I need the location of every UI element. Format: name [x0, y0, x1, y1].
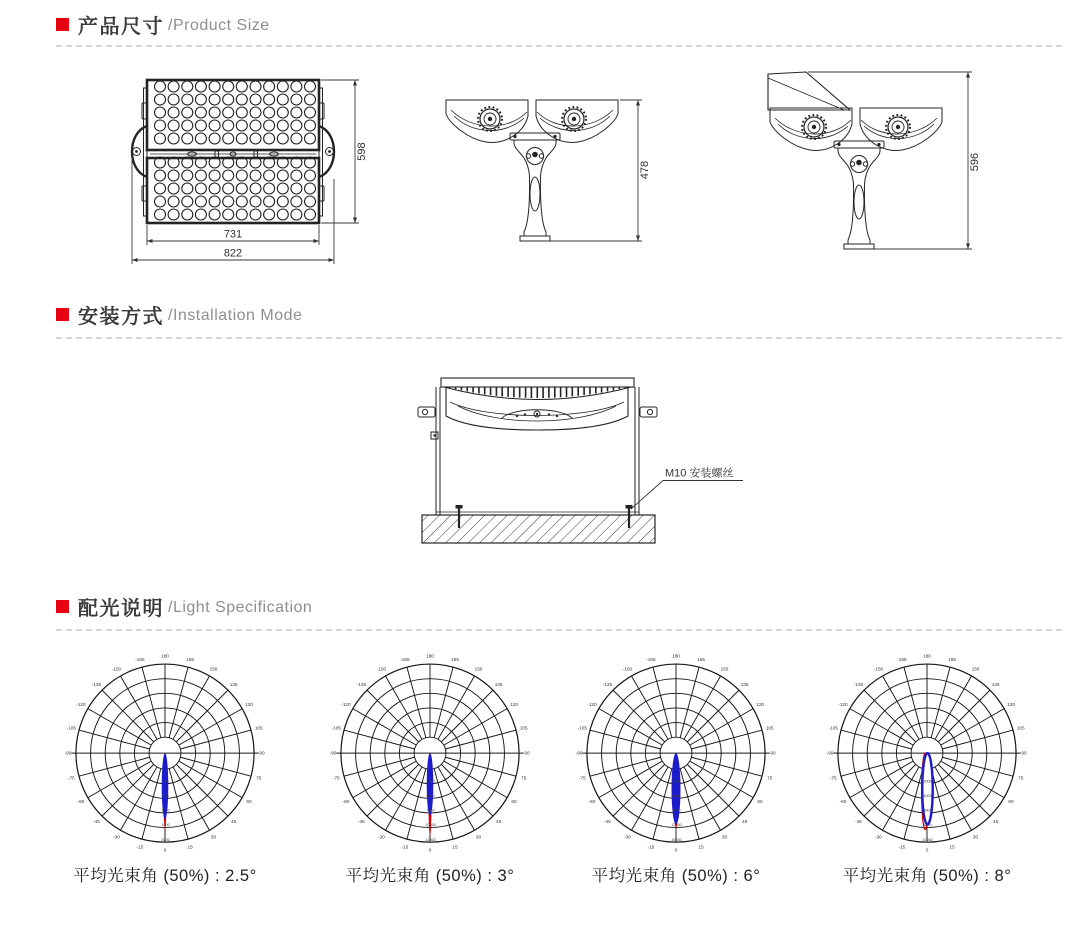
- svg-text:15: 15: [949, 844, 955, 850]
- red-square-bullet: [56, 18, 69, 31]
- svg-text:7500: 7500: [426, 808, 435, 813]
- svg-text:15: 15: [187, 844, 193, 850]
- svg-text:-135: -135: [91, 682, 102, 688]
- section-title-zh: 配光说明: [78, 598, 164, 620]
- svg-text:180: 180: [161, 653, 169, 659]
- svg-text:150: 150: [720, 666, 729, 672]
- installation-drawing: [402, 360, 762, 558]
- svg-text:-150: -150: [622, 666, 633, 672]
- screw-callout-label: M10 安装螺丝: [665, 467, 734, 480]
- svg-text:135: 135: [494, 682, 503, 688]
- svg-text:165: 165: [948, 656, 957, 662]
- led-grid-top: [155, 81, 316, 144]
- svg-text:12500: 12500: [425, 837, 436, 842]
- svg-text:-45: -45: [358, 819, 365, 825]
- svg-text:-60: -60: [342, 799, 350, 805]
- svg-text:30: 30: [721, 834, 728, 840]
- svg-text:0: 0: [428, 847, 432, 853]
- beam-angle-caption: 平均光束角 (50%) : 3°: [345, 867, 515, 885]
- svg-text:-45: -45: [93, 819, 100, 825]
- svg-text:0: 0: [674, 847, 678, 853]
- svg-text:0: 0: [163, 847, 167, 853]
- svg-text:75: 75: [256, 775, 262, 781]
- svg-text:-90: -90: [575, 750, 583, 756]
- svg-text:-75: -75: [829, 775, 837, 781]
- svg-text:45: 45: [742, 819, 748, 825]
- svg-text:105: 105: [254, 725, 263, 731]
- svg-text:2000: 2000: [923, 779, 932, 784]
- beam-angle-caption: 平均光束角 (50%) : 2.5°: [73, 867, 257, 885]
- section-title-en: /Light Specification: [168, 598, 313, 616]
- section-title-en: /Product Size: [168, 16, 270, 34]
- svg-text:60: 60: [757, 799, 763, 805]
- tilted-side-view-drawing: [754, 66, 984, 256]
- svg-text:-60: -60: [588, 799, 596, 805]
- tilted-lamp-panel: [768, 72, 850, 110]
- svg-text:-120: -120: [838, 702, 848, 708]
- svg-text:-75: -75: [332, 775, 340, 781]
- svg-text:45: 45: [231, 819, 237, 825]
- beam-angle-caption: 平均光束角 (50%) : 8°: [842, 867, 1012, 885]
- svg-text:5000: 5000: [426, 793, 435, 798]
- svg-text:135: 135: [991, 682, 1000, 688]
- svg-text:165: 165: [451, 656, 460, 662]
- section-header-light-spec: [56, 592, 312, 621]
- yoke-arm-left: [132, 126, 147, 177]
- svg-text:90: 90: [524, 750, 530, 756]
- installation-svg: [402, 360, 762, 558]
- tilted-side-view-svg: [754, 66, 984, 256]
- dimension-label-478: 478: [639, 160, 651, 180]
- dashed-divider: [56, 629, 1062, 631]
- svg-text:-165: -165: [646, 656, 656, 662]
- section-title-zh: 产品尺寸: [78, 16, 164, 38]
- svg-text:-135: -135: [602, 682, 613, 688]
- svg-text:75: 75: [1018, 775, 1024, 781]
- svg-text:15000: 15000: [671, 837, 682, 842]
- svg-text:-165: -165: [897, 656, 907, 662]
- svg-text:180: 180: [426, 653, 434, 659]
- mounting-surface: [422, 515, 655, 543]
- dashed-divider: [56, 45, 1062, 47]
- dimension-label-596: 596: [969, 152, 981, 172]
- svg-text:4000: 4000: [923, 793, 932, 798]
- svg-text:150: 150: [209, 666, 218, 672]
- svg-text:120: 120: [756, 702, 764, 708]
- svg-text:150: 150: [971, 666, 980, 672]
- svg-text:120: 120: [510, 702, 518, 708]
- section-header-installation: [56, 300, 302, 329]
- svg-text:180: 180: [923, 653, 931, 659]
- front-view-svg: [114, 58, 384, 273]
- yoke-arm-right: [319, 126, 334, 177]
- red-square-bullet: [56, 600, 69, 613]
- svg-text:-90: -90: [329, 750, 337, 756]
- section-header-product-size: [56, 10, 270, 39]
- svg-text:6000: 6000: [672, 793, 681, 798]
- svg-text:105: 105: [765, 725, 774, 731]
- red-square-bullet: [56, 308, 69, 321]
- svg-text:400: 400: [162, 779, 169, 784]
- svg-text:-30: -30: [624, 834, 631, 840]
- svg-text:45: 45: [496, 819, 502, 825]
- svg-text:-45: -45: [855, 819, 862, 825]
- svg-text:-15: -15: [136, 844, 144, 850]
- svg-text:150: 150: [474, 666, 483, 672]
- svg-text:-120: -120: [341, 702, 351, 708]
- svg-text:-90: -90: [64, 750, 72, 756]
- svg-text:0: 0: [925, 847, 929, 853]
- svg-text:90: 90: [1021, 750, 1027, 756]
- svg-text:10000: 10000: [922, 837, 933, 842]
- svg-text:135: 135: [740, 682, 749, 688]
- svg-text:30: 30: [972, 834, 979, 840]
- svg-text:-15: -15: [401, 844, 409, 850]
- svg-text:-60: -60: [839, 799, 847, 805]
- svg-text:800: 800: [162, 793, 169, 798]
- svg-text:-135: -135: [356, 682, 367, 688]
- svg-text:-150: -150: [376, 666, 387, 672]
- svg-text:165: 165: [697, 656, 706, 662]
- svg-text:75: 75: [521, 775, 527, 781]
- svg-text:105: 105: [1016, 725, 1025, 731]
- svg-text:180: 180: [672, 653, 680, 659]
- side-view-drawing: [424, 66, 654, 256]
- svg-text:1600: 1600: [161, 823, 170, 828]
- front-view-drawing: [114, 58, 384, 273]
- svg-text:135: 135: [229, 682, 238, 688]
- polar-chart-beam-2p5deg: [60, 650, 270, 860]
- svg-text:45: 45: [993, 819, 999, 825]
- svg-text:2500: 2500: [426, 779, 435, 784]
- svg-text:-105: -105: [66, 725, 76, 731]
- svg-text:120: 120: [1007, 702, 1015, 708]
- svg-text:-105: -105: [577, 725, 587, 731]
- side-view-svg: [424, 66, 654, 256]
- svg-text:-120: -120: [587, 702, 597, 708]
- heat-fins: [444, 387, 631, 399]
- section-title-en: /Installation Mode: [168, 306, 303, 324]
- svg-text:-30: -30: [875, 834, 882, 840]
- dashed-divider: [56, 337, 1062, 339]
- svg-text:10000: 10000: [425, 823, 436, 828]
- svg-text:-150: -150: [111, 666, 122, 672]
- svg-text:120: 120: [245, 702, 253, 708]
- beam-angle-caption: 平均光束角 (50%) : 6°: [591, 867, 761, 885]
- svg-text:165: 165: [186, 656, 195, 662]
- svg-text:60: 60: [1008, 799, 1014, 805]
- svg-text:-120: -120: [76, 702, 86, 708]
- svg-text:-135: -135: [853, 682, 864, 688]
- polar-chart-beam-8deg: [822, 650, 1032, 860]
- svg-text:30: 30: [210, 834, 217, 840]
- svg-text:8000: 8000: [923, 823, 932, 828]
- dimension-label-822: 822: [223, 247, 243, 260]
- svg-text:-15: -15: [647, 844, 655, 850]
- svg-text:15: 15: [698, 844, 704, 850]
- svg-text:-30: -30: [113, 834, 120, 840]
- svg-text:-105: -105: [331, 725, 341, 731]
- svg-text:3000: 3000: [672, 779, 681, 784]
- svg-text:90: 90: [259, 750, 265, 756]
- svg-text:2000: 2000: [161, 837, 170, 842]
- svg-text:90: 90: [770, 750, 776, 756]
- led-grid-bottom: [155, 157, 316, 220]
- svg-text:-75: -75: [578, 775, 586, 781]
- mount-ear-right: [640, 407, 657, 417]
- svg-text:105: 105: [519, 725, 528, 731]
- svg-text:60: 60: [511, 799, 517, 805]
- svg-text:-30: -30: [378, 834, 385, 840]
- svg-text:-60: -60: [77, 799, 85, 805]
- dimension-label-731: 731: [223, 228, 243, 241]
- svg-text:-165: -165: [400, 656, 410, 662]
- fixture-top-bar: [441, 378, 634, 387]
- svg-text:1200: 1200: [161, 808, 170, 813]
- section-title-zh: 安装方式: [78, 306, 164, 328]
- svg-text:-105: -105: [828, 725, 838, 731]
- callout-leader-line: [631, 481, 663, 510]
- polar-chart-beam-3deg: [325, 650, 535, 860]
- mount-ear-left: [418, 407, 435, 417]
- svg-text:6000: 6000: [923, 808, 932, 813]
- svg-text:30: 30: [475, 834, 482, 840]
- svg-text:-150: -150: [873, 666, 884, 672]
- svg-text:75: 75: [767, 775, 773, 781]
- svg-text:9000: 9000: [672, 808, 681, 813]
- svg-text:60: 60: [246, 799, 252, 805]
- svg-text:-75: -75: [67, 775, 75, 781]
- svg-text:-90: -90: [826, 750, 834, 756]
- svg-text:12000: 12000: [671, 823, 682, 828]
- svg-text:-165: -165: [135, 656, 145, 662]
- svg-text:-45: -45: [604, 819, 611, 825]
- polar-chart-beam-6deg: [571, 650, 781, 860]
- dimension-label-598: 598: [356, 142, 368, 161]
- svg-text:-15: -15: [898, 844, 906, 850]
- svg-text:15: 15: [452, 844, 458, 850]
